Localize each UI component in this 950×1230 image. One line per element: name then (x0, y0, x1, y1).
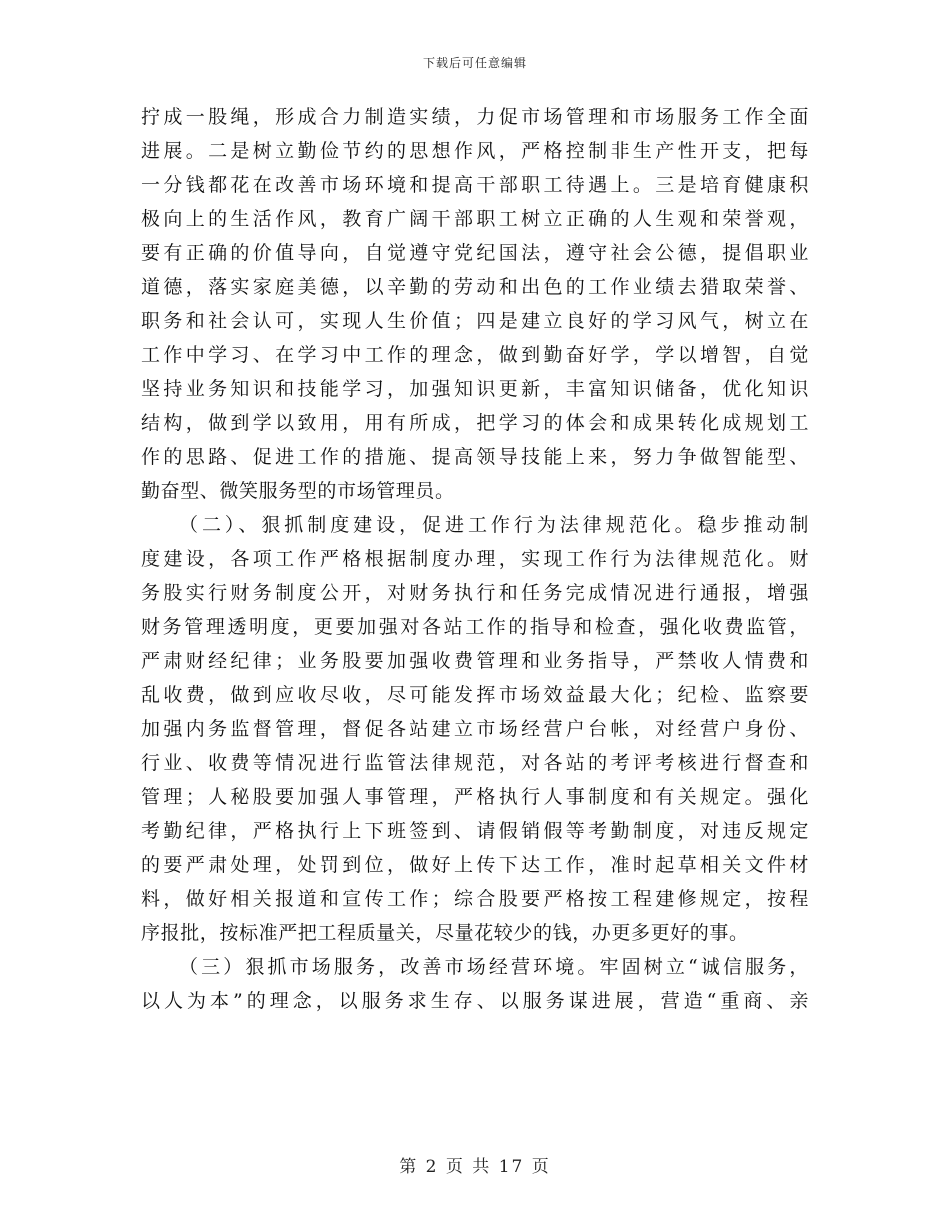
text-line: 结构，做到学以致用，用有所成，把学习的体会和成果转化成规划工 (141, 412, 809, 434)
text-line: 勤奋型、微笑服务型的市场管理员。 (141, 480, 455, 502)
text-line: 一分钱都花在改善市场环境和提高干部职工待遇上。三是培育健康积 (141, 174, 809, 196)
text-line: （三）狠抓市场服务，改善市场经营环境。牢固树立“诚信服务， (179, 956, 809, 978)
paragraph-1 (141, 100, 809, 508)
paragraph-3 (141, 950, 809, 1018)
text-line: 的要严肃处理，处罚到位，做好上传下达工作，准时起草相关文件材 (141, 854, 809, 876)
text-line: 道德，落实家庭美德，以辛勤的劳动和出色的工作业绩去猎取荣誉、 (141, 276, 809, 298)
text-line: 极向上的生活作风，教育广阔干部职工树立正确的人生观和荣誉观， (141, 208, 809, 230)
text-line: 进展。二是树立勤俭节约的思想作风，严格控制非生产性开支，把每 (141, 140, 809, 162)
text-line: 管理；人秘股要加强人事管理，严格执行人事制度和有关规定。强化 (141, 786, 809, 808)
document-body (141, 100, 809, 1018)
text-line: 考勤纪律，严格执行上下班签到、请假销假等考勤制度，对违反规定 (141, 820, 809, 842)
text-line: 务股实行财务制度公开，对财务执行和任务完成情况进行通报，增强 (141, 582, 809, 604)
text-line: 严肃财经纪律；业务股要加强收费管理和业务指导，严禁收人情费和 (141, 650, 809, 672)
text-line: 要有正确的价值导向，自觉遵守党纪国法，遵守社会公德，提倡职业 (141, 242, 809, 264)
text-line: 料，做好相关报道和宣传工作；综合股要严格按工程建修规定，按程 (141, 888, 809, 910)
page-number-footer: 第 2 页 共 17 页 (399, 1157, 551, 1177)
text-line: 以人为本”的理念，以服务求生存、以服务谋进展，营造“重商、亲 (141, 990, 809, 1012)
paragraph-2 (141, 508, 809, 950)
text-line: （二）、狠抓制度建设，促进工作行为法律规范化。稳步推动制 (179, 514, 809, 536)
text-line: 行业、收费等情况进行监管法律规范，对各站的考评考核进行督查和 (141, 752, 809, 774)
text-line: 财务管理透明度，更要加强对各站工作的指导和检查，强化收费监管， (141, 616, 809, 638)
text-line: 乱收费，做到应收尽收，尽可能发挥市场效益最大化；纪检、监察要 (141, 684, 809, 706)
text-line: 职务和社会认可，实现人生价值；四是建立良好的学习风气，树立在 (141, 310, 809, 332)
text-line: 工作中学习、在学习中工作的理念，做到勤奋好学，学以增智，自觉 (141, 344, 809, 366)
text-line: 度建设，各项工作严格根据制度办理，实现工作行为法律规范化。财 (141, 548, 809, 570)
text-line: 加强内务监督管理，督促各站建立市场经营户台帐，对经营户身份、 (141, 718, 809, 740)
text-line: 作的思路、促进工作的措施、提高领导技能上来，努力争做智能型、 (141, 446, 809, 468)
text-line: 坚持业务知识和技能学习，加强知识更新，丰富知识储备，优化知识 (141, 378, 809, 400)
page-header: 下载后可任意编辑 (422, 56, 527, 70)
text-line: 拧成一股绳，形成合力制造实绩，力促市场管理和市场服务工作全面 (141, 106, 809, 128)
text-line: 序报批，按标准严把工程质量关，尽量花较少的钱，办更多更好的事。 (141, 922, 749, 944)
